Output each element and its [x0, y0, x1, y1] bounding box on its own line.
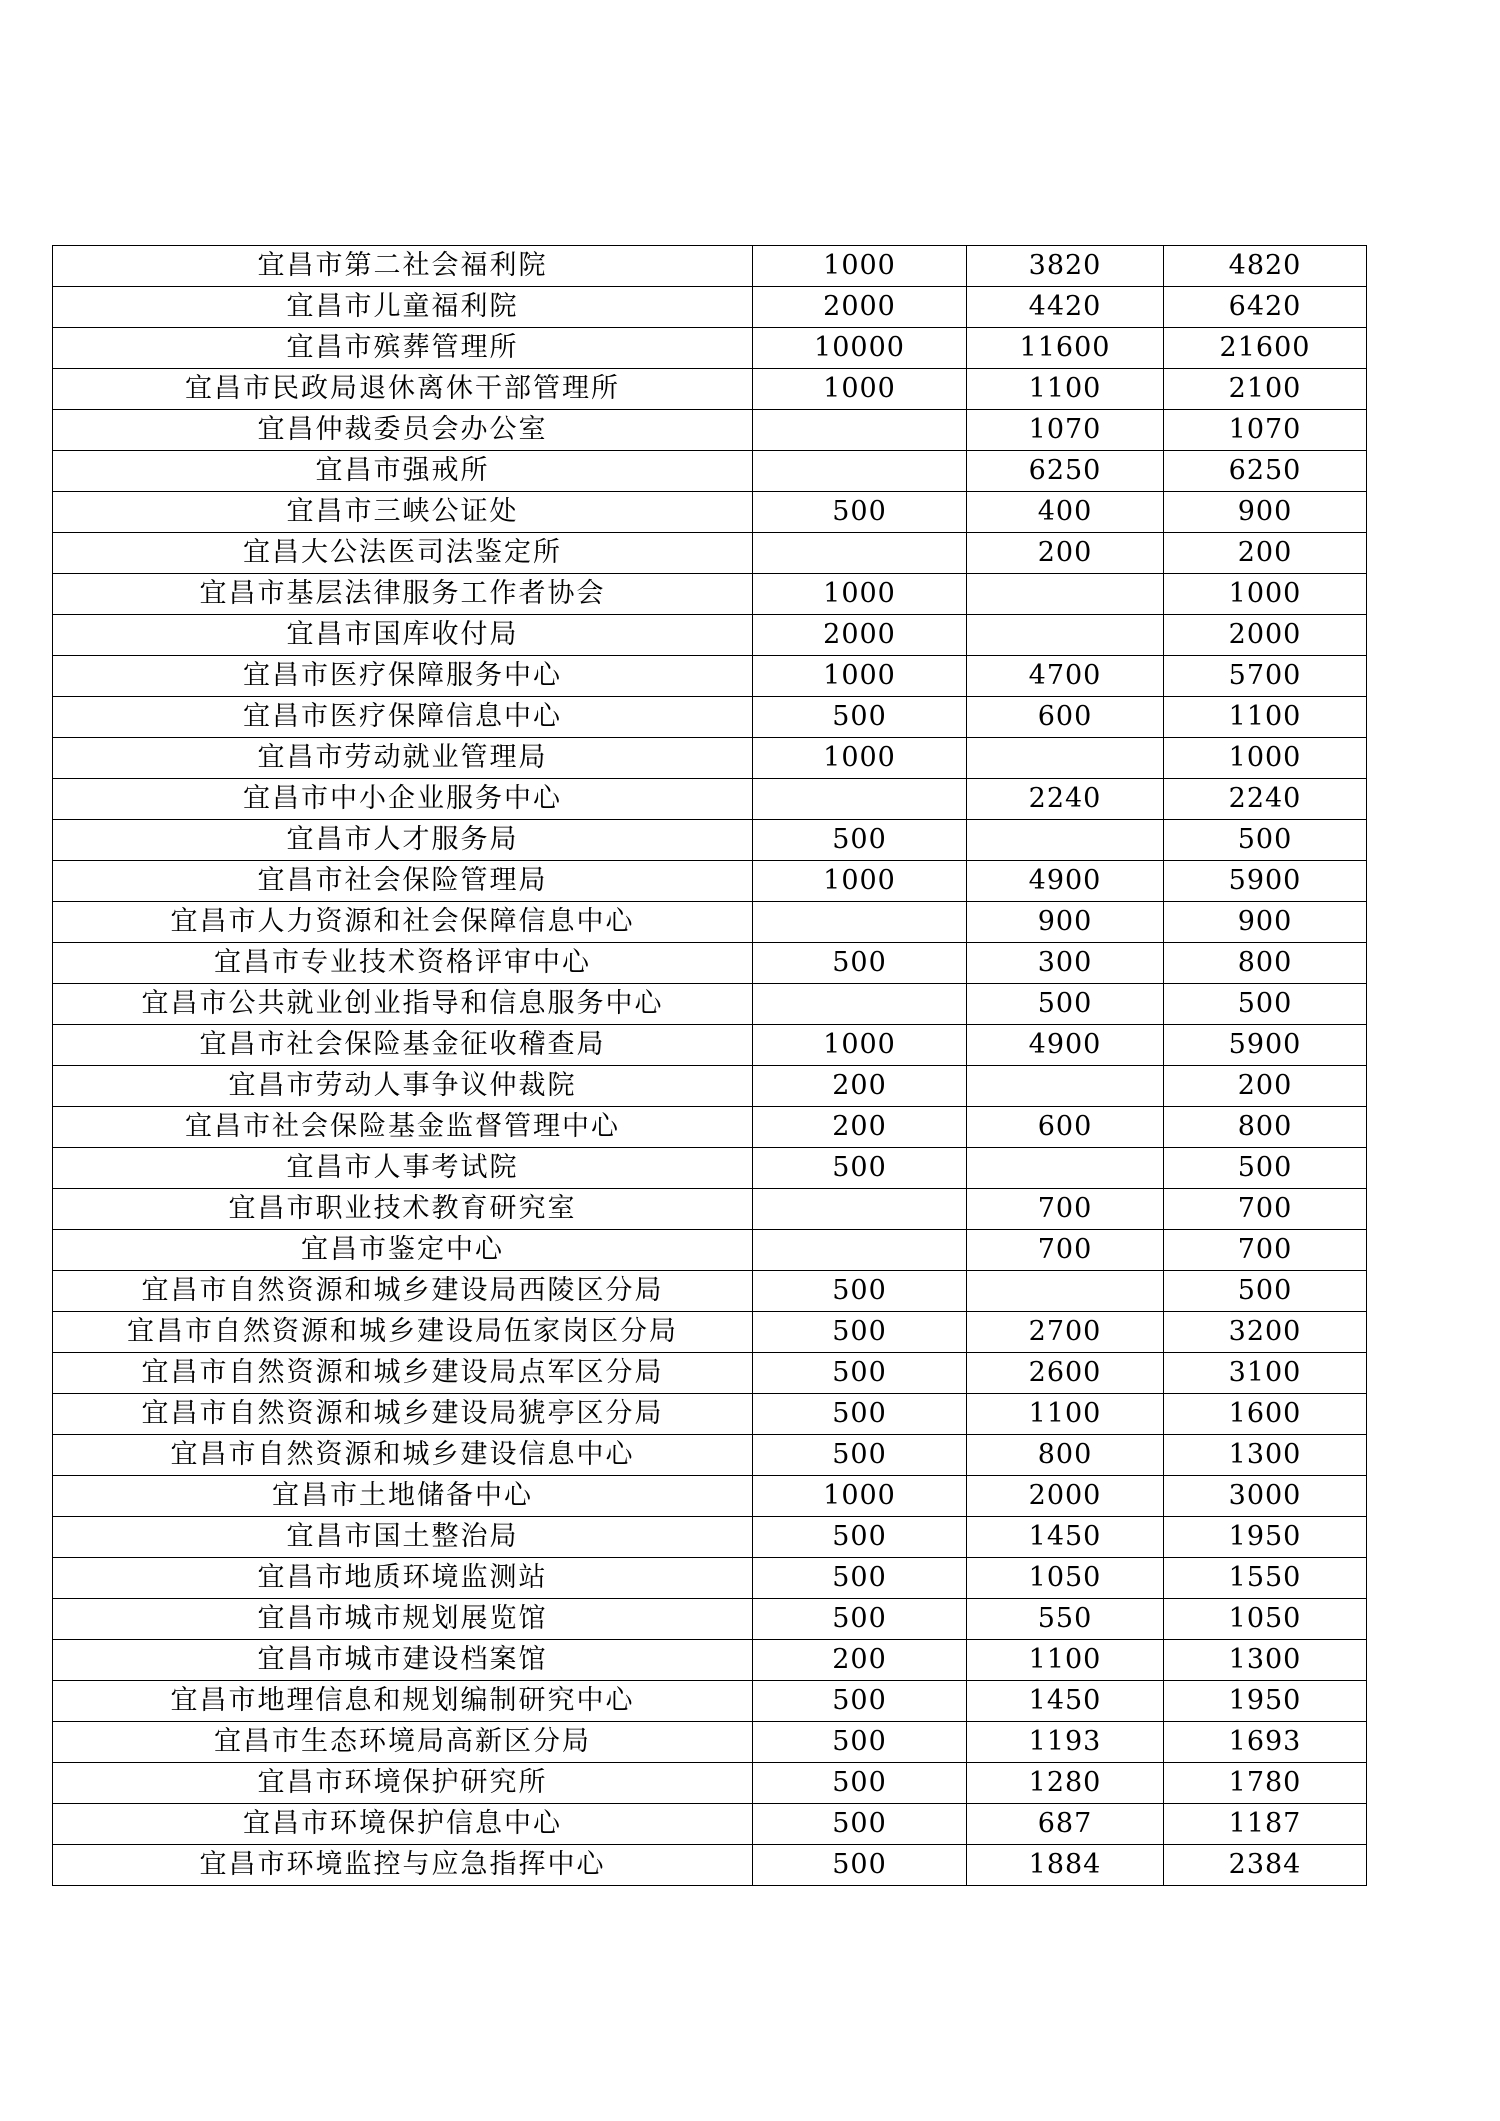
unit-name-cell: 宜昌市民政局退休离休干部管理所	[53, 369, 753, 410]
amount-a-cell: 1000	[753, 1476, 967, 1517]
amount-b-cell: 900	[967, 902, 1164, 943]
total-cell: 1100	[1164, 697, 1367, 738]
total-cell: 1950	[1164, 1681, 1367, 1722]
table-row	[53, 410, 1367, 451]
table-row	[53, 1640, 1367, 1681]
total-cell: 1300	[1164, 1435, 1367, 1476]
table-row	[53, 902, 1367, 943]
table-row	[53, 574, 1367, 615]
amount-a-cell: 500	[753, 1804, 967, 1845]
total-cell: 1550	[1164, 1558, 1367, 1599]
amount-a-cell: 500	[753, 1394, 967, 1435]
table-row	[53, 1312, 1367, 1353]
unit-name-cell: 宜昌市社会保险基金监督管理中心	[53, 1107, 753, 1148]
table-row	[53, 1476, 1367, 1517]
total-cell: 500	[1164, 984, 1367, 1025]
unit-name-cell: 宜昌市职业技术教育研究室	[53, 1189, 753, 1230]
table-row	[53, 1435, 1367, 1476]
unit-name-cell: 宜昌市自然资源和城乡建设信息中心	[53, 1435, 753, 1476]
amount-b-cell: 4900	[967, 861, 1164, 902]
amount-a-cell: 500	[753, 1271, 967, 1312]
table-row	[53, 1394, 1367, 1435]
total-cell: 1000	[1164, 738, 1367, 779]
amount-b-cell	[967, 574, 1164, 615]
table-row	[53, 820, 1367, 861]
amount-b-cell: 1100	[967, 369, 1164, 410]
funding-table-body	[53, 246, 1367, 1886]
amount-b-cell: 500	[967, 984, 1164, 1025]
amount-a-cell: 500	[753, 1353, 967, 1394]
total-cell: 1187	[1164, 1804, 1367, 1845]
amount-b-cell: 4420	[967, 287, 1164, 328]
unit-name-cell: 宜昌市鉴定中心	[53, 1230, 753, 1271]
amount-a-cell: 200	[753, 1107, 967, 1148]
unit-name-cell: 宜昌市公共就业创业指导和信息服务中心	[53, 984, 753, 1025]
table-row	[53, 1722, 1367, 1763]
table-row	[53, 1107, 1367, 1148]
amount-b-cell: 700	[967, 1189, 1164, 1230]
total-cell: 2240	[1164, 779, 1367, 820]
unit-name-cell: 宜昌市生态环境局高新区分局	[53, 1722, 753, 1763]
amount-b-cell: 2700	[967, 1312, 1164, 1353]
amount-b-cell: 4900	[967, 1025, 1164, 1066]
table-row	[53, 943, 1367, 984]
unit-name-cell: 宜昌市医疗保障信息中心	[53, 697, 753, 738]
amount-b-cell	[967, 820, 1164, 861]
unit-name-cell: 宜昌市劳动人事争议仲裁院	[53, 1066, 753, 1107]
table-row	[53, 1804, 1367, 1845]
amount-b-cell: 11600	[967, 328, 1164, 369]
total-cell: 6250	[1164, 451, 1367, 492]
amount-a-cell: 1000	[753, 246, 967, 287]
amount-b-cell: 1193	[967, 1722, 1164, 1763]
total-cell: 1050	[1164, 1599, 1367, 1640]
total-cell: 3000	[1164, 1476, 1367, 1517]
amount-a-cell: 10000	[753, 328, 967, 369]
unit-name-cell: 宜昌市环境监控与应急指挥中心	[53, 1845, 753, 1886]
table-row	[53, 1517, 1367, 1558]
table-row	[53, 1189, 1367, 1230]
unit-name-cell: 宜昌市儿童福利院	[53, 287, 753, 328]
unit-name-cell: 宜昌市基层法律服务工作者协会	[53, 574, 753, 615]
table-row	[53, 1845, 1367, 1886]
unit-name-cell: 宜昌市环境保护研究所	[53, 1763, 753, 1804]
amount-b-cell: 3820	[967, 246, 1164, 287]
amount-b-cell: 1450	[967, 1681, 1164, 1722]
amount-a-cell: 500	[753, 1148, 967, 1189]
total-cell: 900	[1164, 492, 1367, 533]
total-cell: 500	[1164, 1148, 1367, 1189]
unit-name-cell: 宜昌市城市规划展览馆	[53, 1599, 753, 1640]
table-row	[53, 1681, 1367, 1722]
unit-name-cell: 宜昌市人事考试院	[53, 1148, 753, 1189]
amount-a-cell: 1000	[753, 656, 967, 697]
amount-b-cell: 400	[967, 492, 1164, 533]
amount-b-cell	[967, 1066, 1164, 1107]
total-cell: 700	[1164, 1189, 1367, 1230]
total-cell: 1070	[1164, 410, 1367, 451]
amount-a-cell: 1000	[753, 861, 967, 902]
table-row	[53, 328, 1367, 369]
amount-b-cell: 6250	[967, 451, 1164, 492]
table-row	[53, 1230, 1367, 1271]
unit-name-cell: 宜昌市专业技术资格评审中心	[53, 943, 753, 984]
table-row	[53, 615, 1367, 656]
amount-b-cell: 800	[967, 1435, 1164, 1476]
unit-name-cell: 宜昌市自然资源和城乡建设局猇亭区分局	[53, 1394, 753, 1435]
amount-b-cell	[967, 1271, 1164, 1312]
unit-name-cell: 宜昌市社会保险基金征收稽查局	[53, 1025, 753, 1066]
amount-a-cell: 500	[753, 1558, 967, 1599]
table-row	[53, 1066, 1367, 1107]
total-cell: 1950	[1164, 1517, 1367, 1558]
amount-b-cell: 1884	[967, 1845, 1164, 1886]
amount-a-cell: 500	[753, 492, 967, 533]
total-cell: 200	[1164, 533, 1367, 574]
amount-a-cell: 1000	[753, 738, 967, 779]
total-cell: 21600	[1164, 328, 1367, 369]
amount-b-cell: 1100	[967, 1394, 1164, 1435]
amount-a-cell: 500	[753, 1435, 967, 1476]
amount-a-cell: 500	[753, 1312, 967, 1353]
table-row	[53, 1025, 1367, 1066]
total-cell: 4820	[1164, 246, 1367, 287]
amount-b-cell: 550	[967, 1599, 1164, 1640]
amount-a-cell: 500	[753, 943, 967, 984]
amount-b-cell	[967, 615, 1164, 656]
unit-name-cell: 宜昌市医疗保障服务中心	[53, 656, 753, 697]
total-cell: 1000	[1164, 574, 1367, 615]
table-row	[53, 656, 1367, 697]
unit-name-cell: 宜昌市国库收付局	[53, 615, 753, 656]
amount-b-cell: 687	[967, 1804, 1164, 1845]
unit-name-cell: 宜昌市自然资源和城乡建设局西陵区分局	[53, 1271, 753, 1312]
table-row	[53, 1599, 1367, 1640]
total-cell: 500	[1164, 1271, 1367, 1312]
unit-name-cell: 宜昌市地质环境监测站	[53, 1558, 753, 1599]
total-cell: 6420	[1164, 287, 1367, 328]
amount-a-cell: 500	[753, 1517, 967, 1558]
amount-b-cell: 300	[967, 943, 1164, 984]
amount-a-cell: 500	[753, 697, 967, 738]
amount-b-cell: 600	[967, 1107, 1164, 1148]
table-row	[53, 287, 1367, 328]
total-cell: 2384	[1164, 1845, 1367, 1886]
total-cell: 3200	[1164, 1312, 1367, 1353]
amount-a-cell: 1000	[753, 1025, 967, 1066]
funding-table	[52, 245, 1367, 1886]
amount-a-cell: 200	[753, 1640, 967, 1681]
total-cell: 5900	[1164, 1025, 1367, 1066]
amount-a-cell	[753, 984, 967, 1025]
total-cell: 800	[1164, 1107, 1367, 1148]
total-cell: 900	[1164, 902, 1367, 943]
table-row	[53, 1148, 1367, 1189]
amount-b-cell: 1070	[967, 410, 1164, 451]
unit-name-cell: 宜昌市自然资源和城乡建设局伍家岗区分局	[53, 1312, 753, 1353]
amount-b-cell	[967, 1148, 1164, 1189]
total-cell: 1693	[1164, 1722, 1367, 1763]
unit-name-cell: 宜昌市国土整治局	[53, 1517, 753, 1558]
amount-a-cell: 500	[753, 1845, 967, 1886]
amount-b-cell: 1050	[967, 1558, 1164, 1599]
amount-b-cell: 200	[967, 533, 1164, 574]
unit-name-cell: 宜昌市殡葬管理所	[53, 328, 753, 369]
unit-name-cell: 宜昌市中小企业服务中心	[53, 779, 753, 820]
total-cell: 700	[1164, 1230, 1367, 1271]
unit-name-cell: 宜昌市地理信息和规划编制研究中心	[53, 1681, 753, 1722]
amount-a-cell: 200	[753, 1066, 967, 1107]
amount-a-cell: 1000	[753, 369, 967, 410]
unit-name-cell: 宜昌市城市建设档案馆	[53, 1640, 753, 1681]
amount-a-cell	[753, 533, 967, 574]
total-cell: 200	[1164, 1066, 1367, 1107]
amount-a-cell	[753, 1230, 967, 1271]
amount-b-cell: 2240	[967, 779, 1164, 820]
table-row	[53, 697, 1367, 738]
total-cell: 5700	[1164, 656, 1367, 697]
unit-name-cell: 宜昌市环境保护信息中心	[53, 1804, 753, 1845]
amount-b-cell: 1100	[967, 1640, 1164, 1681]
total-cell: 1780	[1164, 1763, 1367, 1804]
unit-name-cell: 宜昌市人力资源和社会保障信息中心	[53, 902, 753, 943]
amount-a-cell: 500	[753, 1722, 967, 1763]
amount-b-cell: 1280	[967, 1763, 1164, 1804]
amount-b-cell: 1450	[967, 1517, 1164, 1558]
table-row	[53, 779, 1367, 820]
total-cell: 5900	[1164, 861, 1367, 902]
table-row	[53, 984, 1367, 1025]
table-row	[53, 1353, 1367, 1394]
amount-b-cell	[967, 738, 1164, 779]
amount-a-cell: 2000	[753, 287, 967, 328]
amount-a-cell	[753, 779, 967, 820]
table-row	[53, 533, 1367, 574]
amount-a-cell: 1000	[753, 574, 967, 615]
total-cell: 500	[1164, 820, 1367, 861]
amount-a-cell: 2000	[753, 615, 967, 656]
amount-a-cell	[753, 902, 967, 943]
unit-name-cell: 宜昌市第二社会福利院	[53, 246, 753, 287]
table-row	[53, 738, 1367, 779]
table-row	[53, 369, 1367, 410]
table-row	[53, 1763, 1367, 1804]
unit-name-cell: 宜昌市社会保险管理局	[53, 861, 753, 902]
table-row	[53, 1271, 1367, 1312]
total-cell: 1300	[1164, 1640, 1367, 1681]
amount-a-cell	[753, 410, 967, 451]
unit-name-cell: 宜昌市自然资源和城乡建设局点军区分局	[53, 1353, 753, 1394]
unit-name-cell: 宜昌市劳动就业管理局	[53, 738, 753, 779]
unit-name-cell: 宜昌市三峡公证处	[53, 492, 753, 533]
amount-b-cell: 4700	[967, 656, 1164, 697]
amount-b-cell: 2000	[967, 1476, 1164, 1517]
unit-name-cell: 宜昌市人才服务局	[53, 820, 753, 861]
total-cell: 800	[1164, 943, 1367, 984]
amount-a-cell: 500	[753, 1599, 967, 1640]
unit-name-cell: 宜昌大公法医司法鉴定所	[53, 533, 753, 574]
amount-a-cell	[753, 451, 967, 492]
total-cell: 3100	[1164, 1353, 1367, 1394]
amount-a-cell: 500	[753, 1763, 967, 1804]
unit-name-cell: 宜昌市土地储备中心	[53, 1476, 753, 1517]
table-row	[53, 1558, 1367, 1599]
amount-a-cell: 500	[753, 1681, 967, 1722]
table-row	[53, 246, 1367, 287]
table-row	[53, 492, 1367, 533]
table-row	[53, 861, 1367, 902]
total-cell: 2100	[1164, 369, 1367, 410]
table-row	[53, 451, 1367, 492]
total-cell: 1600	[1164, 1394, 1367, 1435]
amount-b-cell: 600	[967, 697, 1164, 738]
amount-a-cell	[753, 1189, 967, 1230]
total-cell: 2000	[1164, 615, 1367, 656]
amount-b-cell: 2600	[967, 1353, 1164, 1394]
unit-name-cell: 宜昌市强戒所	[53, 451, 753, 492]
amount-a-cell: 500	[753, 820, 967, 861]
unit-name-cell: 宜昌仲裁委员会办公室	[53, 410, 753, 451]
amount-b-cell: 700	[967, 1230, 1164, 1271]
